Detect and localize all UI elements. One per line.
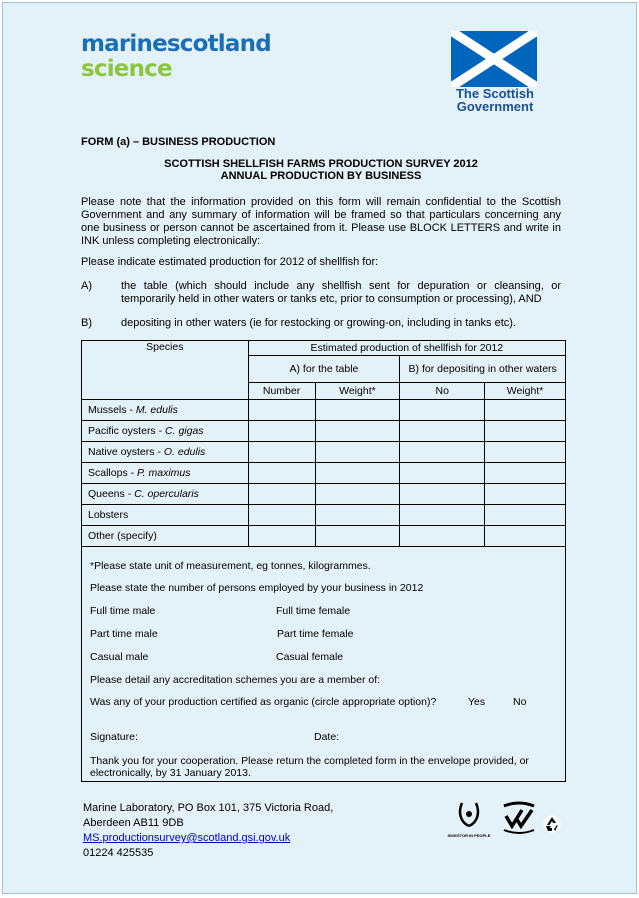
- entry-cell-no[interactable]: [400, 526, 485, 547]
- species-cell: Scallops - P. maximus: [82, 463, 249, 484]
- entry-cell-number[interactable]: [248, 421, 315, 442]
- two-ticks-icon: [500, 800, 538, 836]
- iip-laurel-icon: [456, 800, 482, 828]
- entry-cell-number[interactable]: [248, 400, 315, 421]
- entry-cell-number[interactable]: [248, 484, 315, 505]
- entry-cell-weight-b[interactable]: [485, 505, 566, 526]
- production-table: [81, 340, 566, 547]
- entry-cell-weight-b[interactable]: [485, 400, 566, 421]
- investor-in-people-logo: INVESTOR IN PEOPLE: [443, 800, 495, 838]
- entry-cell-weight-a[interactable]: [315, 463, 400, 484]
- entry-cell-number[interactable]: [248, 526, 315, 547]
- species-cell: Native oysters - O. edulis: [82, 442, 249, 463]
- intro-paragraph: Please note that the information provided on this form will remain confidential to the Scottish Government and any summary of information will be framed so that particulars concerning any one business or person cannot be ascertained from it. Please use BLOCK LETTERS and write in INK unless completing electronically:: [81, 196, 561, 247]
- marine-scotland-science-logo: [81, 33, 271, 81]
- estimated-header: Estimated production of shellfish for 2012: [248, 341, 565, 356]
- logo-science: science: [81, 56, 172, 82]
- col-weight-a: Weight*: [315, 383, 400, 400]
- species-cell: Other (specify): [82, 526, 249, 547]
- organic-yes-option[interactable]: Yes: [468, 696, 486, 708]
- logo-marine: marine: [81, 31, 167, 57]
- entry-cell-weight-a[interactable]: [315, 526, 400, 547]
- col-number: Number: [248, 383, 315, 400]
- entry-cell-number[interactable]: [248, 463, 315, 484]
- thanks-line-2: electronically, by 31 January 2013.: [90, 767, 251, 779]
- entry-cell-weight-b[interactable]: [485, 463, 566, 484]
- entry-cell-weight-a[interactable]: [315, 421, 400, 442]
- table-row: [82, 505, 566, 526]
- table-row: [82, 421, 566, 442]
- saltire-flag-icon: [451, 31, 537, 87]
- form-page: marinescotland science The Scottish Government FORM (a) – BUSINESS PRODUCTION SCOTTISH SHELLFISH FARMS PRODUCTION SURVEY 2012 ANNUAL PRODUCTION BY BUSINESS Please note that the information provided on this form will remain confidential to the Scottish Government and any summary of information will be framed so that particulars concerning any one business or person cannot be ascertained from it. Please use BLOCK LETTERS and write in INK unless completing electronically: Please indicate estimated production for 2012 of shellfish for: A) the table (which should include any shellfish sent for depuration or cleansing, or temporarily held in other waters or tanks etc, prior to consumption or processing), AND B) depositing in other waters (ie for restocking or growing-on, including in tanks etc). Species Estimated production of shellfish for 2012 A) for the table B) for depositing in other waters Number Weight* No Weight* Mussels - M. edulis Pacific oysters - C. gigas Native oysters - O. edulis Scallops - P. maximus Queens - C. opercularis Lobsters Other (specify) *Please state unit of measurement, eg tonnes, kilogrammes. Please state the number of persons employed by your business in 2012 Full time male Full time female Part time male Part time female Casual male Casual female Please detail any accreditation schemes you are a member of: Was any of your production certified as organic (circle appropriate option)? Yes No Signature: Date: Thank you for your cooperation. Please return the completed form in the envelope provided, or electronically, by 31 January 2013. Marine Laboratory, PO Box 101, 375 Victoria Road, Aberdeen AB11 9DB MS.productionsurvey@scotland.gsi.gov.uk 01224 425535 INVESTOR IN PEOPLE: [2, 2, 637, 894]
- accreditation-question[interactable]: Please detail any accreditation schemes you are a member of:: [90, 674, 381, 686]
- date-label[interactable]: Date:: [314, 731, 340, 743]
- footer-address: Marine Laboratory, PO Box 101, 375 Victoria Road, Aberdeen AB11 9DB MS.productionsurvey@scotland.gsi.gov.uk 01224 425535: [83, 802, 334, 859]
- species-header: Species: [82, 341, 249, 400]
- casual-female-label[interactable]: Casual female: [276, 651, 344, 663]
- indicate-paragraph: Please indicate estimated production for 2012 of shellfish for:: [81, 256, 379, 268]
- table-row: [82, 442, 566, 463]
- entry-cell-weight-b[interactable]: [485, 442, 566, 463]
- entry-cell-no[interactable]: [400, 463, 485, 484]
- part-time-male-label[interactable]: Part time male: [90, 628, 158, 640]
- species-cell: Queens - C. opercularis: [82, 484, 249, 505]
- col-no: No: [400, 383, 485, 400]
- survey-title: SCOTTISH SHELLFISH FARMS PRODUCTION SURVEY 2012 ANNUAL PRODUCTION BY BUSINESS: [164, 158, 478, 182]
- persons-question: Please state the number of persons employed by your business in 2012: [90, 582, 424, 594]
- recycle-icon: [543, 815, 561, 838]
- scottish-government-logo: The Scottish Government: [455, 86, 534, 114]
- group-b-header: B) for depositing in other waters: [400, 356, 566, 383]
- table-row: [82, 526, 566, 547]
- part-time-female-label[interactable]: Part time female: [277, 628, 354, 640]
- casual-male-label[interactable]: Casual male: [90, 651, 149, 663]
- positive-about-disabled-people-logo: [500, 800, 538, 836]
- entry-cell-weight-a[interactable]: [315, 484, 400, 505]
- species-cell: Pacific oysters - C. gigas: [82, 421, 249, 442]
- unit-note: *Please state unit of measurement, eg tonnes, kilogrammes.: [90, 560, 371, 572]
- email-link[interactable]: MS.productionsurvey@scotland.gsi.gov.uk: [83, 832, 291, 844]
- entry-cell-weight-a[interactable]: [315, 400, 400, 421]
- form-title: FORM (a) – BUSINESS PRODUCTION: [81, 136, 276, 148]
- table-row: [82, 463, 566, 484]
- logo-scotland: scotland: [166, 31, 271, 57]
- table-row: [82, 484, 566, 505]
- entry-cell-weight-b[interactable]: [485, 421, 566, 442]
- full-time-female-label[interactable]: Full time female: [276, 605, 351, 617]
- species-cell: Lobsters: [82, 505, 249, 526]
- entry-cell-no[interactable]: [400, 400, 485, 421]
- entry-cell-weight-b[interactable]: [485, 526, 566, 547]
- group-a-header: A) for the table: [248, 356, 400, 383]
- signature-label[interactable]: Signature:: [90, 731, 138, 743]
- table-row: [82, 400, 566, 421]
- species-cell: Mussels - M. edulis: [82, 400, 249, 421]
- entry-cell-weight-b[interactable]: [485, 484, 566, 505]
- entry-cell-no[interactable]: [400, 505, 485, 526]
- employment-section: [81, 545, 566, 782]
- entry-cell-number[interactable]: [248, 442, 315, 463]
- full-time-male-label[interactable]: Full time male: [90, 605, 156, 617]
- thanks-line-1: Thank you for your cooperation. Please return the completed form in the envelope provided, or: [90, 755, 529, 767]
- organic-no-option[interactable]: No: [513, 696, 527, 708]
- organic-question: Was any of your production certified as organic (circle appropriate option)?: [90, 696, 437, 708]
- entry-cell-no[interactable]: [400, 484, 485, 505]
- entry-cell-weight-a[interactable]: [315, 442, 400, 463]
- entry-cell-weight-a[interactable]: [315, 505, 400, 526]
- col-weight-b: Weight*: [485, 383, 566, 400]
- entry-cell-number[interactable]: [248, 505, 315, 526]
- entry-cell-no[interactable]: [400, 421, 485, 442]
- entry-cell-no[interactable]: [400, 442, 485, 463]
